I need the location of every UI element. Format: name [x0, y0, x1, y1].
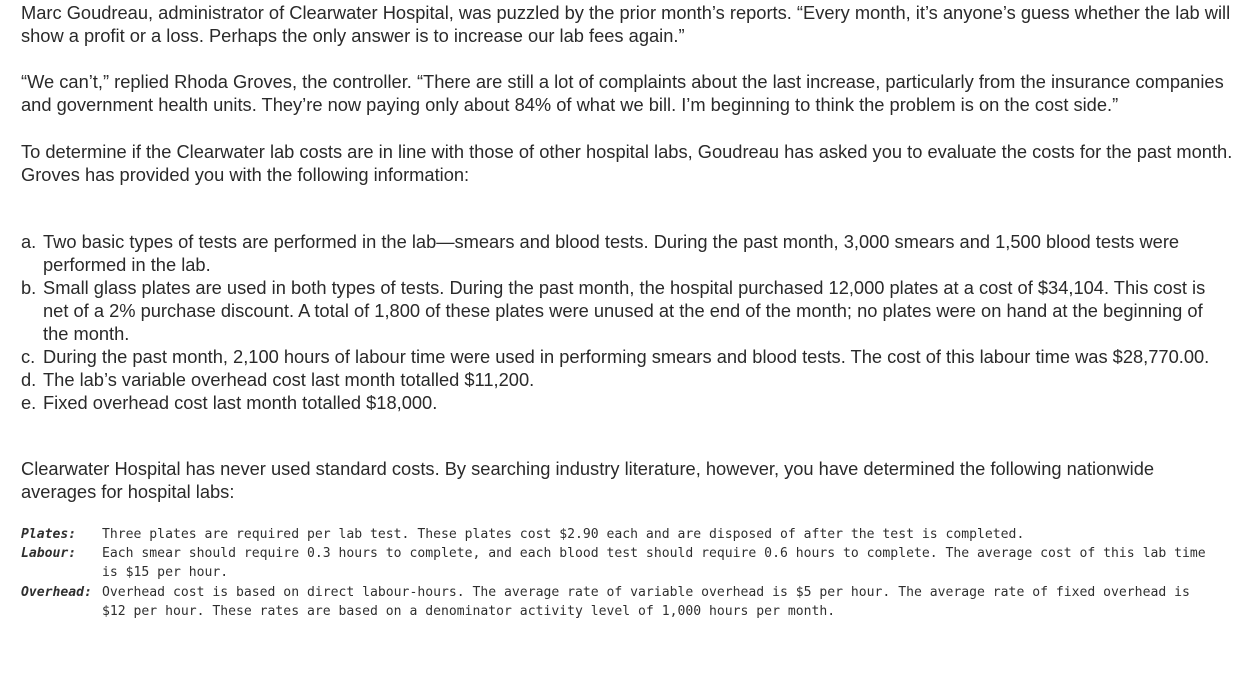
- standards-row-labour: [21, 544, 1233, 582]
- standards-text: Each smear should require 0.3 hours to complete, and each blood test should require 0.6 hours to complete. The average cost of this lab time is $15 per hour.: [102, 546, 1206, 581]
- intro-paragraph: Marc Goudreau, administrator of Clearwater Hospital, was puzzled by the prior month’s reports. “Every month, it’s anyone’s guess whether the lab will show a profit or a loss. Perhaps the only answer is to increase our lab fees again.”: [21, 2, 1231, 46]
- list-item: [21, 230, 1233, 276]
- list-item-text: During the past month, 2,100 hours of labour time were used in performing smears and blood tests. The cost of this labour time was $28,770.00.: [43, 346, 1210, 367]
- list-item-text: Two basic types of tests are performed in the lab—smears and blood tests. During the past month, 3,000 smears and 1,500 blood tests were performed in the lab.: [43, 231, 1180, 275]
- list-item: [21, 276, 1233, 345]
- list-item-text: Small glass plates are used in both types of tests. During the past month, the hospital purchased 12,000 plates at a cost of $34,104. This cost is net of a 2% purchase discount. A total of 1,800 of these plates were unused at the end of the month; no plates were on hand at the beginning of the month.: [43, 277, 1206, 344]
- standards-intro-paragraph: Clearwater Hospital has never used standard costs. By searching industry literature, however, you have determined the following nationwide averages for hospital labs:: [21, 458, 1155, 502]
- standards-label: Plates:: [21, 527, 77, 542]
- list-item-text: The lab’s variable overhead cost last month totalled $11,200.: [43, 369, 535, 390]
- list-item: [21, 391, 1233, 414]
- list-marker: c.: [21, 346, 36, 367]
- list-item-text: Fixed overhead cost last month totalled $18,000.: [43, 392, 438, 413]
- standards-label: Labour:: [21, 546, 77, 562]
- standards-text: Overhead cost is based on direct labour-hours. The average rate of variable overhead is $5 per hour. The average rate of fixed overhead is $12 per hour. These rates are based on a denominator activity level of 1,000 hours per month.: [102, 584, 1190, 619]
- list-item: [21, 368, 1233, 391]
- standards-row-overhead: [21, 583, 1233, 621]
- controller-reply-paragraph: “We can’t,” replied Rhoda Groves, the controller. “There are still a lot of complaints about the last increase, particularly from the insurance companies and government health units. They’re now paying only about 84% of what we bill. I’m beginning to think the problem is on the cost side.”: [21, 71, 1224, 115]
- task-paragraph: To determine if the Clearwater lab costs are in line with those of other hospital labs, Goudreau has asked you to evaluate the costs for the past month. Groves has provided you with the following information:: [21, 141, 1233, 185]
- information-list: [21, 230, 1233, 414]
- case-document: [21, 0, 1233, 621]
- list-marker: a.: [21, 231, 37, 252]
- list-item: [21, 345, 1233, 368]
- standards-text: Three plates are required per lab test. These plates cost $2.90 each and are disposed of after the test is completed.: [102, 527, 1025, 542]
- standards-table: [21, 525, 1233, 621]
- standards-row-plates: [21, 525, 1233, 544]
- standards-label: Overhead:: [21, 584, 92, 600]
- list-marker: b.: [21, 277, 37, 298]
- list-marker: d.: [21, 369, 37, 390]
- list-marker: e.: [21, 392, 37, 413]
